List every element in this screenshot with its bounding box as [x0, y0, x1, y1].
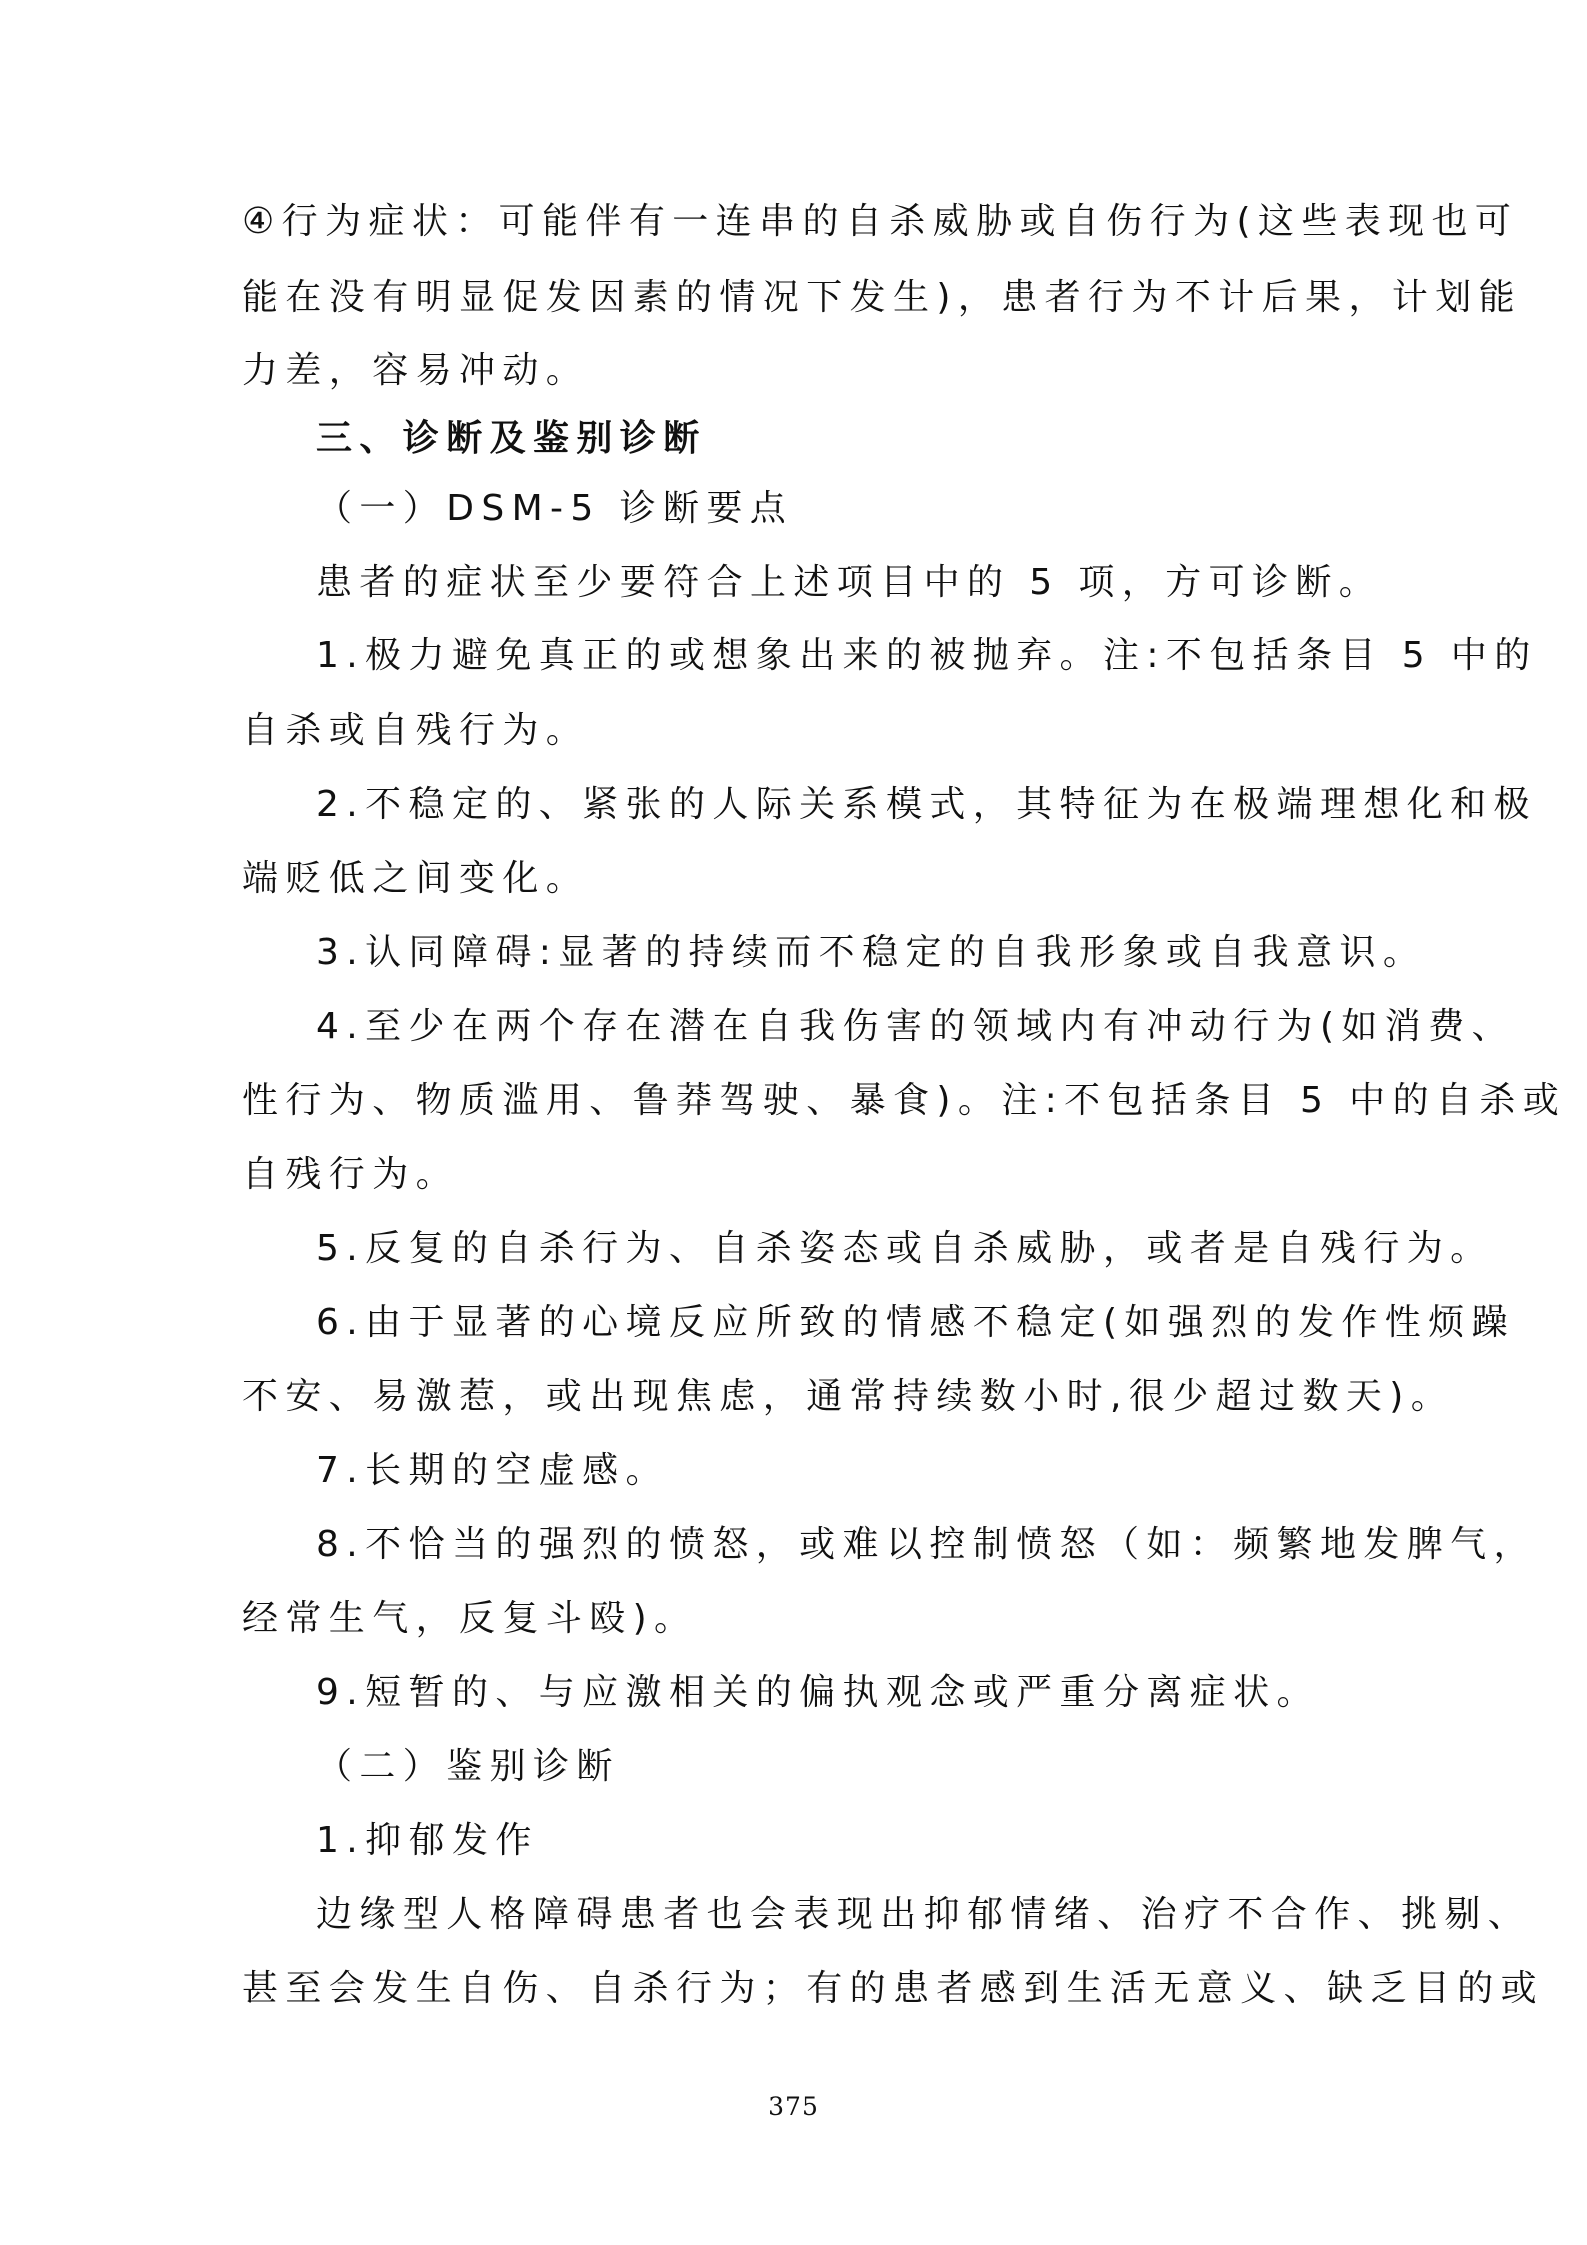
criterion-8-line-1: 8.不恰当的强烈的愤怒，或难以控制愤怒（如：频繁地发脾气，	[316, 1524, 1537, 1565]
differential-1-title: 1.抑郁发作	[316, 1820, 539, 1861]
differential-1-line-2: 甚至会发生自伤、自杀行为；有的患者感到生活无意义、缺乏目的或	[242, 1968, 1545, 2009]
criterion-4-line-2: 性行为、物质滥用、鲁莽驾驶、暴食)。注:不包括条目 5 中的自杀或	[242, 1080, 1567, 1121]
criterion-1-line-1: 1.极力避免真正的或想象出来的被抛弃。注:不包括条目 5 中的	[316, 635, 1538, 676]
paragraph-intro: 患者的症状至少要符合上述项目中的 5 项，方可诊断。	[316, 562, 1383, 603]
differential-1-line-1: 边缘型人格障碍患者也会表现出抑郁情绪、治疗不合作、挑剔、	[316, 1894, 1532, 1935]
subsection-heading-differential: （二）鉴别诊断	[316, 1746, 620, 1787]
paragraph-behavior-line-2: 能在没有明显促发因素的情况下发生)，患者行为不计后果，计划能	[242, 277, 1523, 318]
subsection-heading-dsm5: （一）DSM-5 诊断要点	[316, 488, 794, 529]
section-heading-diagnosis: 三、诊断及鉴别诊断	[316, 418, 707, 459]
criterion-9: 9.短暂的、与应激相关的偏执观念或严重分离症状。	[316, 1672, 1320, 1713]
paragraph-behavior-line-1: ④行为症状：可能伴有一连串的自杀威胁或自伤行为(这些表现也可	[242, 201, 1519, 242]
criterion-2-line-1: 2.不稳定的、紧张的人际关系模式，其特征为在极端理想化和极	[316, 784, 1537, 825]
paragraph-behavior-line-3: 力差，容易冲动。	[242, 350, 590, 391]
criterion-1-line-2: 自杀或自残行为。	[242, 710, 590, 751]
criterion-2-line-2: 端贬低之间变化。	[242, 858, 590, 899]
criterion-8-line-2: 经常生气，反复斗殴)。	[242, 1598, 698, 1639]
criterion-6-line-2: 不安、易激惹，或出现焦虑，通常持续数小时,很少超过数天)。	[242, 1376, 1455, 1417]
criterion-6-line-1: 6.由于显著的心境反应所致的情感不稳定(如强烈的发作性烦躁	[316, 1302, 1515, 1343]
criterion-4-line-3: 自残行为。	[242, 1154, 460, 1195]
criterion-4-line-1: 4.至少在两个存在潜在自我伤害的领域内有冲动行为(如消费、	[316, 1006, 1515, 1047]
criterion-3: 3.认同障碍:显著的持续而不稳定的自我形象或自我意识。	[316, 932, 1427, 973]
criterion-7: 7.长期的空虚感。	[316, 1450, 669, 1491]
page-number: 375	[768, 2092, 819, 2121]
criterion-5: 5.反复的自杀行为、自杀姿态或自杀威胁，或者是自残行为。	[316, 1228, 1494, 1269]
